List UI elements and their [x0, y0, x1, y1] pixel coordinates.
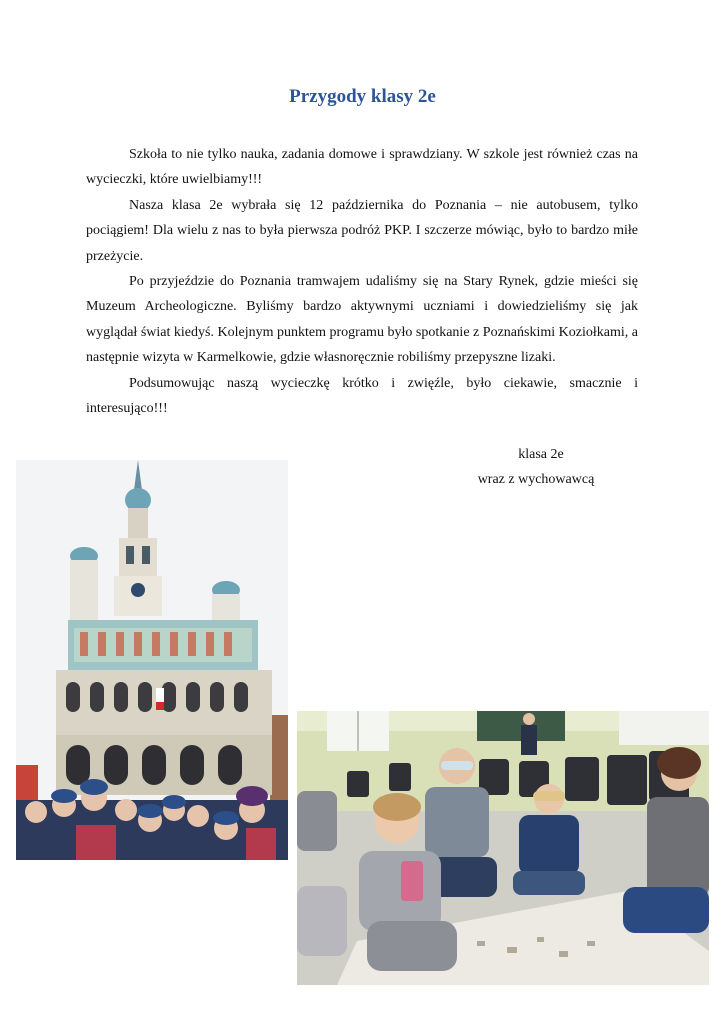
article-body [86, 142, 638, 421]
signature-teacher: wraz z wychowawcą [477, 472, 595, 487]
classroom-photo [297, 711, 709, 985]
paragraph-2: Nasza klasa 2e wybrała się 12 października do Poznania – nie autobusem, tylko pociągiem! Dla wielu z nas to była pierwsza podróż PKP. I szczerze mówiąc, było to bardzo miłe przeżycie. [86, 197, 638, 264]
paragraph-1: Szkoła to nie tylko nauka, zadania domowe i sprawdziany. W szkole jest również czas na wycieczki, które uwielbiamy!!! [86, 147, 638, 188]
paragraph-4: Podsumowując naszą wycieczkę krótko i zwięźle, było ciekawie, smacznie i interesująco!!! [86, 375, 638, 417]
paragraph-3: Po przyjeździe do Poznania tramwajem udaliśmy się na Stary Rynek, gdzie mieści się Muzeum Archeologiczne. Byliśmy bardzo aktywnymi uczniami i dowiedzieliśmy się jak wyglądał świat kiedyś. Kolejnym punktem programu było spotkanie z Poznańskimi Koziołkami, a następnie wizyta w Karmelkowie, gdzie własnoręcznie robiliśmy przepyszne lizaki. [86, 274, 638, 366]
page-title: Przygody klasy 2e [289, 86, 436, 107]
signature-class: klasa 2e [518, 447, 564, 462]
town-hall-photo [16, 460, 288, 860]
